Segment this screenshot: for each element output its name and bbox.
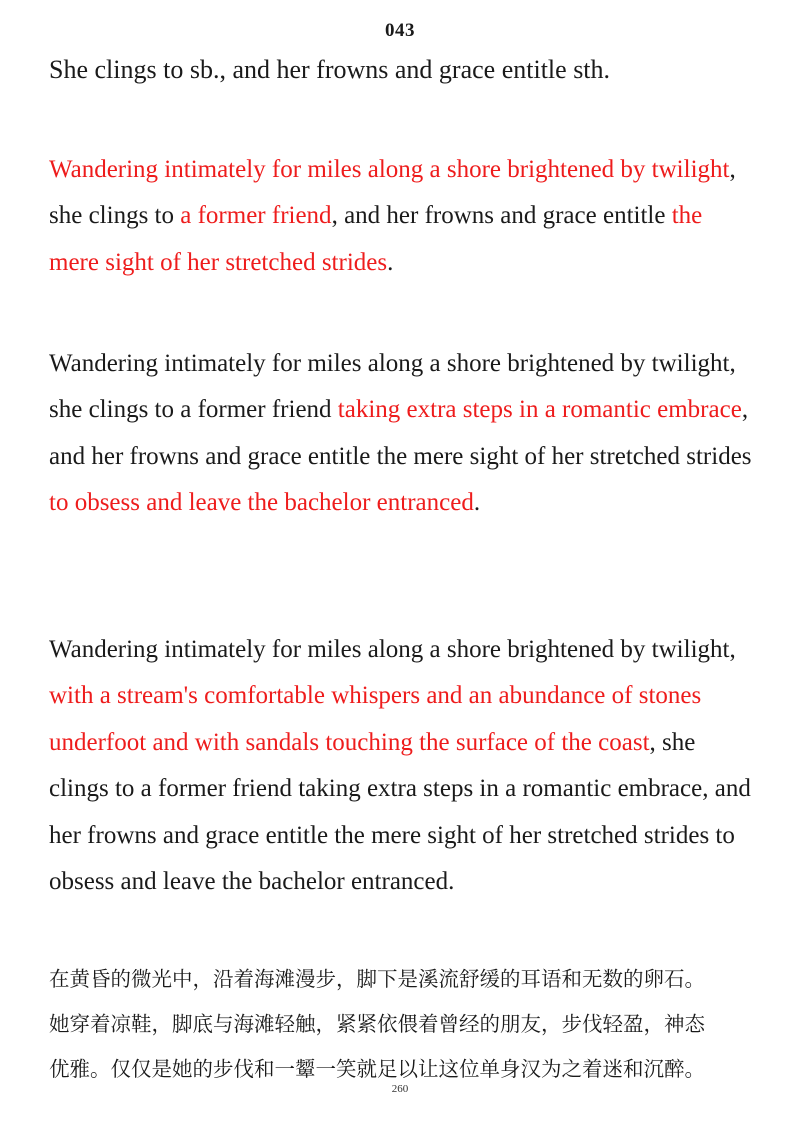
p1-text-3: . — [387, 248, 394, 276]
p2-text-3: . — [473, 489, 481, 517]
paragraph-2 — [49, 341, 755, 527]
p1-highlight-1: Wandering intimately for miles along a shore brightened by twilight — [49, 156, 730, 183]
p1-text-2: , and her frowns and grace entitle — [331, 202, 672, 230]
p1-text-1: , she clings to — [49, 156, 736, 230]
chinese-line-1: 在黄昏的微光中，沿着海滩漫步，脚下是溪流舒缓的耳语和无数的卵石。 — [49, 967, 705, 991]
p1-highlight-3: the mere sight of her stretched strides — [49, 202, 703, 276]
paragraph-1 — [49, 147, 755, 286]
p2-text-2: , and her frowns and grace entitle the mere sight of her stretched strides — [49, 396, 752, 470]
lead-sentence: She clings to sb., and her frowns and grace entitle sth. — [49, 55, 611, 84]
chinese-translation — [49, 957, 769, 1092]
paragraph-3 — [49, 627, 755, 905]
p2-text-1: Wandering intimately for miles along a shore brightened by twilight, she clings to a former friend — [49, 350, 736, 424]
p2-highlight-1: taking extra steps in a romantic embrace — [337, 396, 742, 424]
p3-text-1: Wandering intimately for miles along a shore brightened by twilight, — [49, 636, 736, 663]
p3-highlight-1: with a stream's comfortable whispers and an abundance of stones underfoot and with sandals touching the surface of the coast — [49, 682, 702, 756]
p2-highlight-2: to obsess and leave the bachelor entranced — [49, 489, 474, 517]
chinese-line-2: 她穿着凉鞋，脚底与海滩轻触，紧紧依偎着曾经的朋友，步伐轻盈，神态 — [49, 1012, 705, 1036]
entry-number: 043 — [385, 20, 415, 41]
page-number: 260 — [391, 1083, 409, 1095]
p3-text-2: , she clings to a former friend taking extra steps in a romantic embrace, and her frowns and grace entitle the mere sight of her stretched strides to obsess and leave the bachelor entranced. — [49, 728, 751, 896]
chinese-line-3: 优雅。仅仅是她的步伐和一颦一笑就足以让这位单身汉为之着迷和沉醉。 — [49, 1057, 705, 1081]
p1-highlight-2: a former friend — [180, 202, 332, 230]
